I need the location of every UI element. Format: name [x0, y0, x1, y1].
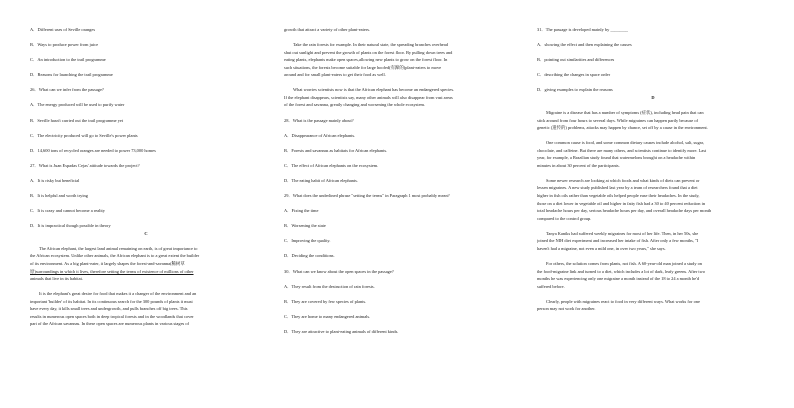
passage-d-line: compared to the control group. [537, 215, 592, 221]
option-25a: A．Different uses of Seville oranges [30, 27, 96, 32]
passage-d-line: One common cause is food, and some common dietary causes include alcohol, salt, sugar, [546, 140, 704, 146]
question-28: 28．What is the passage mainly about? [284, 117, 354, 123]
passage-c-line: part of the African savannas. In these open spaces are numerous plants in various stages of [30, 321, 189, 327]
option-25c: C．An introduction to the trail programme [30, 57, 106, 63]
option-28a: A．Disappearance of African elephants. [284, 132, 356, 138]
passage-c-line: results in numerous open spaces both in deep tropical forests and in the woodlands that cover [30, 313, 194, 319]
question-29: 29．What does the underlined phrase "setting the terms" in Paragraph 1 most probably mean? [284, 193, 450, 199]
question-31: 31．The passage is developed mainly by ________ [537, 27, 628, 32]
passage-d-line: the food-migraine link and turned to a diet, which includes a lot of dark, leafy greens. After two [537, 268, 706, 274]
passage-d-line: suffered before. [537, 283, 565, 289]
passage-c-line-underlined [30, 268, 262, 276]
passage-c-line: such situations, the forests become suitable for large hoofed(有蹄的)plant-eaters to move [284, 64, 442, 70]
right-column [537, 26, 769, 313]
question-27: 27．What is Juan Espadas Cejas' attitude towards the project? [30, 162, 140, 168]
option-28b: B．Forests and savannas as habitats for African elephants. [284, 147, 388, 153]
option-27a: A．It is risky but beneficial [30, 177, 80, 183]
option-31c: C．describing the changes in space order [537, 72, 611, 78]
option-27d: D．It is impractical though possible in theory [30, 223, 111, 229]
option-28d: D．The eating habit of African elephants. [284, 177, 358, 183]
question-26: 26．What can we infer from the passage? [30, 87, 104, 93]
passage-d-line: Some newer research are looking at which foods and what kinds of diets can prevent or [546, 177, 700, 183]
passage-c-line: animals that live in its habitat. [30, 276, 83, 282]
section-heading-c: C [144, 230, 148, 236]
option-26d: D．14,600 tons of recycled oranges are needed to power 73,000 homes [30, 147, 156, 153]
middle-column [284, 26, 516, 335]
passage-c-line: of its environment. As a big plant-eater, it largely shapes the forest-and-savanna(稀树草 [30, 260, 185, 266]
option-30a: A．They result from the destruction of rain forests. [284, 283, 375, 289]
passage-d-line: Tanya Kaniks had suffered weekly migraines for most of her life. Then, in her 50s, she [546, 230, 699, 236]
option-28c: C．The effect of African elephants on the ecosystem. [284, 162, 379, 168]
option-30d: D．They are attractive to plant-eating animals of different kinds. [284, 328, 399, 334]
passage-c-line: have every day, it kills small trees and undergrowth, and pulls branches off big trees. This [30, 306, 188, 312]
option-29a: A．Fixing the time [284, 208, 319, 214]
option-26a: A．The energy produced will be used to purify water [30, 102, 125, 108]
option-29b: B．Worsening the state [284, 223, 326, 229]
option-29c: C．Improving the quality. [284, 238, 331, 244]
question-30: 30．What can we know about the open spaces in the passage? [284, 268, 394, 274]
option-27c: C．It is crazy and cannot become a reality [30, 208, 105, 214]
passage-d-line: those on a diet lower in vegetable oil and higher in fatty fish had a 30 to 40 percent reduction in [537, 200, 706, 206]
section-heading-d: D [651, 94, 655, 100]
option-26b: B．Seville hasn't carried out the trail programme yet [30, 117, 124, 123]
passage-d-line: minutes in about 30 percent of the participants. [537, 162, 620, 168]
option-31b: B．pointing out similarities and differences [537, 57, 615, 63]
passage-d-line: lessen migraines. A new study published last year by a team of researchers found that a diet [537, 185, 698, 191]
passage-c-line: of the forest and savanna, greatly changing and worsening the whole ecosystem. [284, 102, 426, 108]
passage-c-line: Take the rain forests for example. In their natural state, the spreading branches overhead [293, 42, 448, 48]
option-27b: B．It is helpful and worth trying [30, 193, 88, 199]
passage-d-line: person may not work for another. [537, 306, 596, 312]
option-26c: C．The electricity produced will go to Seville's power plants [30, 132, 138, 138]
passage-d-line: chocolate, and caffeine. But there are many others, and scientists continue to identify more. Last [537, 147, 707, 153]
passage-c-line: What worries scientists now is that the African elephant has become an endangered species. [293, 87, 455, 93]
option-30c: C．They are home to many endangered animals. [284, 313, 371, 319]
passage-d-line: Migraine is a disease that has a number of symptoms (症状), including head pain that can [546, 110, 704, 116]
passage-c-line: If the elephant disappears, scientists say, many other animals will also disappear from vast areas [284, 94, 453, 100]
option-31d: D．giving examples to explain the reasons [537, 87, 613, 93]
passage-c-line: growth that attract a variety of other plant-eaters. [284, 27, 371, 32]
passage-d-line: haven't had a migraine, not even a mild one, in over two years," she says. [537, 245, 666, 251]
passage-d-line: Clearly, people with migraines react to food in very different ways. What works for one [546, 298, 700, 304]
passage-d-line: stick around from four hours to several days. While migraines can happen partly because of [537, 117, 698, 123]
passage-d-line: For others, the solution comes from plants, not fish. A 60-year-old man joined a study on [546, 260, 703, 266]
option-25b: B．Ways to produce power from juice [30, 42, 99, 48]
passage-d-line: genetic (遗传的) problems, attacks may happen by chance, set off by a cause in the environment. [537, 125, 708, 131]
passage-c-line: around and for small plant-eaters to get their food as well. [284, 72, 386, 78]
underlined-phrase-line: 原)surroundings in which it lives, therefore setting the terms of existence of millions of other [30, 268, 194, 274]
option-30b: B．They are covered by few species of plants. [284, 298, 367, 304]
passage-d-line: total headache hours per day, serious headache hours per day, and overall headache days per month [537, 208, 712, 214]
passage-c-line: The African elephant, the largest land animal remaining on earth, is of great importance to [39, 245, 198, 251]
passage-c-line: It is the elephant's great desire for food that makes it a changer of the environment and an [39, 291, 197, 297]
passage-d-line: months he was experiencing only one migraine a month instead of the 18 to 24 a month he'd [537, 276, 700, 282]
option-29d: D．Deciding the conditions. [284, 253, 335, 259]
passage-d-line: joined the NIH diet experiment and increased her intake of fish. After only a few months, "I [537, 238, 699, 244]
passage-c-line: eating plants, elephants make open spaces,allowing new plants to grow on the forest floor. In [284, 57, 448, 63]
passage-d-line: year, for example, a Brazilian study found that watermelons brought on a headache within [537, 155, 696, 161]
passage-c-line: shut out sunlight and prevent the growth of plants on the forest floor. By pulling down trees and [284, 49, 453, 55]
passage-c-line: the African ecosystem. Unlike other animals, the African elephant is to a great extent the builder [30, 253, 200, 259]
option-31a: A．showing the effect and then explaining the causes [537, 42, 632, 48]
passage-d-line: higher in fish oils rather than vegetable oils helped people ease their headaches. In the study, [537, 193, 700, 199]
option-25d: D．Reasons for launching the trail programme [30, 72, 113, 78]
left-column [30, 26, 262, 328]
passage-c-line: important 'builder' of its habitat. In its continuous search for the 300 pounds of plants it must [30, 298, 193, 304]
